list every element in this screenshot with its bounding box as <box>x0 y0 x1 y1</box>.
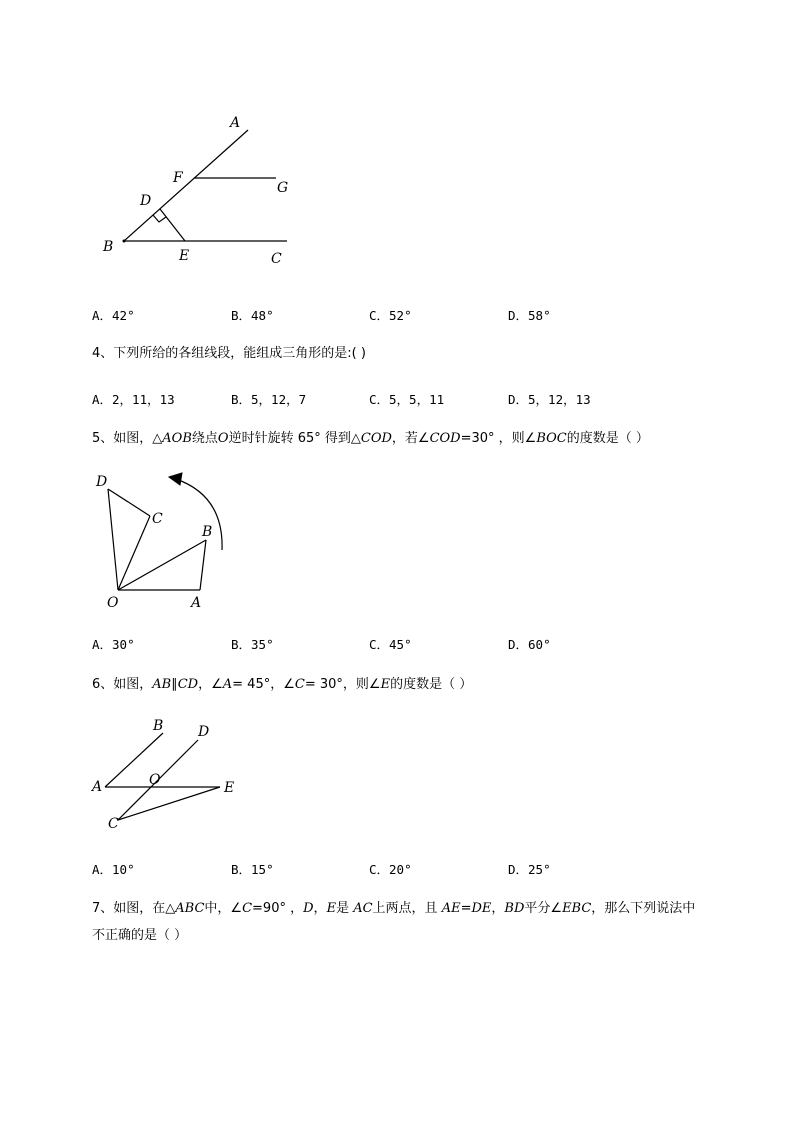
q5-part: COD <box>360 431 392 446</box>
q7-part: 是 <box>336 901 354 916</box>
q7-part: D <box>303 901 314 916</box>
q7-part: =90° ， <box>252 901 304 916</box>
option-d[interactable]: D．58° <box>508 308 551 323</box>
label-O: O <box>107 595 119 611</box>
q7-part: DE <box>471 901 492 916</box>
option-b[interactable]: B．5，12，7 <box>231 392 307 407</box>
label-C: C <box>152 511 163 527</box>
q6-part: A <box>222 677 233 692</box>
label-E: E <box>224 780 235 796</box>
q5-part: AOB <box>162 431 192 446</box>
q6-part: = 30°，则∠ <box>304 677 381 692</box>
line-DC <box>108 489 150 516</box>
q5-part: 的度数是（ ） <box>566 431 649 446</box>
question-4-text: 4、下列所给的各组线段，能组成三角形的是:( ) <box>92 346 366 361</box>
option-d[interactable]: D．25° <box>508 862 551 877</box>
line-BA <box>200 540 206 590</box>
label-C: C <box>271 251 282 267</box>
q6-part: 的度数是（ ） <box>390 677 473 692</box>
q5-part: 5、如图，△ <box>92 431 163 446</box>
question-7-text-line1 <box>92 900 695 918</box>
line-OC <box>118 516 150 590</box>
q5-part: O <box>217 431 229 446</box>
q5-part: COD <box>429 431 461 446</box>
label-A: A <box>230 115 241 131</box>
option-d[interactable]: D．60° <box>508 637 551 652</box>
point-B <box>123 240 126 243</box>
q5-part: BOC <box>536 431 567 446</box>
option-a[interactable]: A．2，11，13 <box>92 392 175 407</box>
q7-part: 7、如图，在△ <box>92 901 176 916</box>
label-G: G <box>277 180 289 196</box>
q7-part: BD <box>504 901 525 916</box>
q6-part: = 45°，∠ <box>232 677 295 692</box>
label-F: F <box>173 170 183 186</box>
option-a[interactable]: A．30° <box>92 637 135 652</box>
option-d[interactable]: D．5，12，13 <box>508 392 591 407</box>
line-DE <box>160 209 185 241</box>
q7-part: EBC <box>562 901 592 916</box>
q7-part: = <box>460 901 472 916</box>
arrow-head-icon <box>169 473 182 485</box>
q5-part: ，若∠ <box>391 431 430 446</box>
label-O: O <box>149 772 161 788</box>
q5-part: 逆时针旋转 65° 得到△ <box>228 431 361 446</box>
q7-part: AC <box>353 901 373 916</box>
option-a[interactable]: A．10° <box>92 862 135 877</box>
q5-part: =30° ，则∠ <box>460 431 537 446</box>
q7-part: E <box>326 901 337 916</box>
q7-part: ABC <box>175 901 205 916</box>
line-BA <box>124 130 248 241</box>
q6-part: AB <box>152 677 172 692</box>
option-c[interactable]: C．52° <box>369 308 412 323</box>
q7-part: C <box>242 901 253 916</box>
right-angle-mark <box>153 215 166 222</box>
label-B: B <box>153 718 164 734</box>
option-b[interactable]: B．15° <box>231 862 274 877</box>
option-a[interactable]: A．42° <box>92 308 135 323</box>
label-D: D <box>140 193 152 209</box>
label-B: B <box>103 239 114 255</box>
q7-part: AE <box>441 901 461 916</box>
label-B: B <box>202 524 213 540</box>
option-c[interactable]: C．20° <box>369 862 412 877</box>
label-C: C <box>108 816 119 832</box>
option-c[interactable]: C．45° <box>369 637 412 652</box>
question-7-text-line2: 不正确的是（ ） <box>92 928 188 943</box>
q7-part: ， <box>313 901 327 916</box>
line-OD <box>108 489 118 590</box>
q5-part: 绕点 <box>191 431 218 446</box>
label-D: D <box>198 724 210 740</box>
question-6-text <box>92 676 472 694</box>
question-5-text <box>92 430 649 448</box>
option-c[interactable]: C．5，5，11 <box>369 392 445 407</box>
figure-1-diagram <box>95 110 315 270</box>
label-E: E <box>179 248 190 264</box>
q7-part: ， <box>491 901 505 916</box>
option-b[interactable]: B．35° <box>231 637 274 652</box>
q7-part: ，那么下列说法中 <box>591 901 696 916</box>
figure-5-diagram <box>90 466 240 616</box>
q7-part: 中，∠ <box>204 901 243 916</box>
label-D: D <box>96 474 108 490</box>
q6-part: CD <box>177 677 199 692</box>
q6-part: 6、如图， <box>92 677 153 692</box>
q6-part: ∥ <box>171 677 178 692</box>
q6-part: E <box>380 677 391 692</box>
figure-6-diagram <box>88 714 248 834</box>
option-b[interactable]: B．48° <box>231 308 274 323</box>
line-CE <box>118 787 220 820</box>
label-A: A <box>191 595 202 611</box>
q6-part: C <box>294 677 305 692</box>
line-OB <box>118 540 206 590</box>
q7-part: 上两点，且 <box>372 901 442 916</box>
q6-part: ，∠ <box>198 677 223 692</box>
label-A: A <box>92 779 103 795</box>
q7-part: 平分∠ <box>524 901 563 916</box>
rotation-arc <box>176 479 222 550</box>
